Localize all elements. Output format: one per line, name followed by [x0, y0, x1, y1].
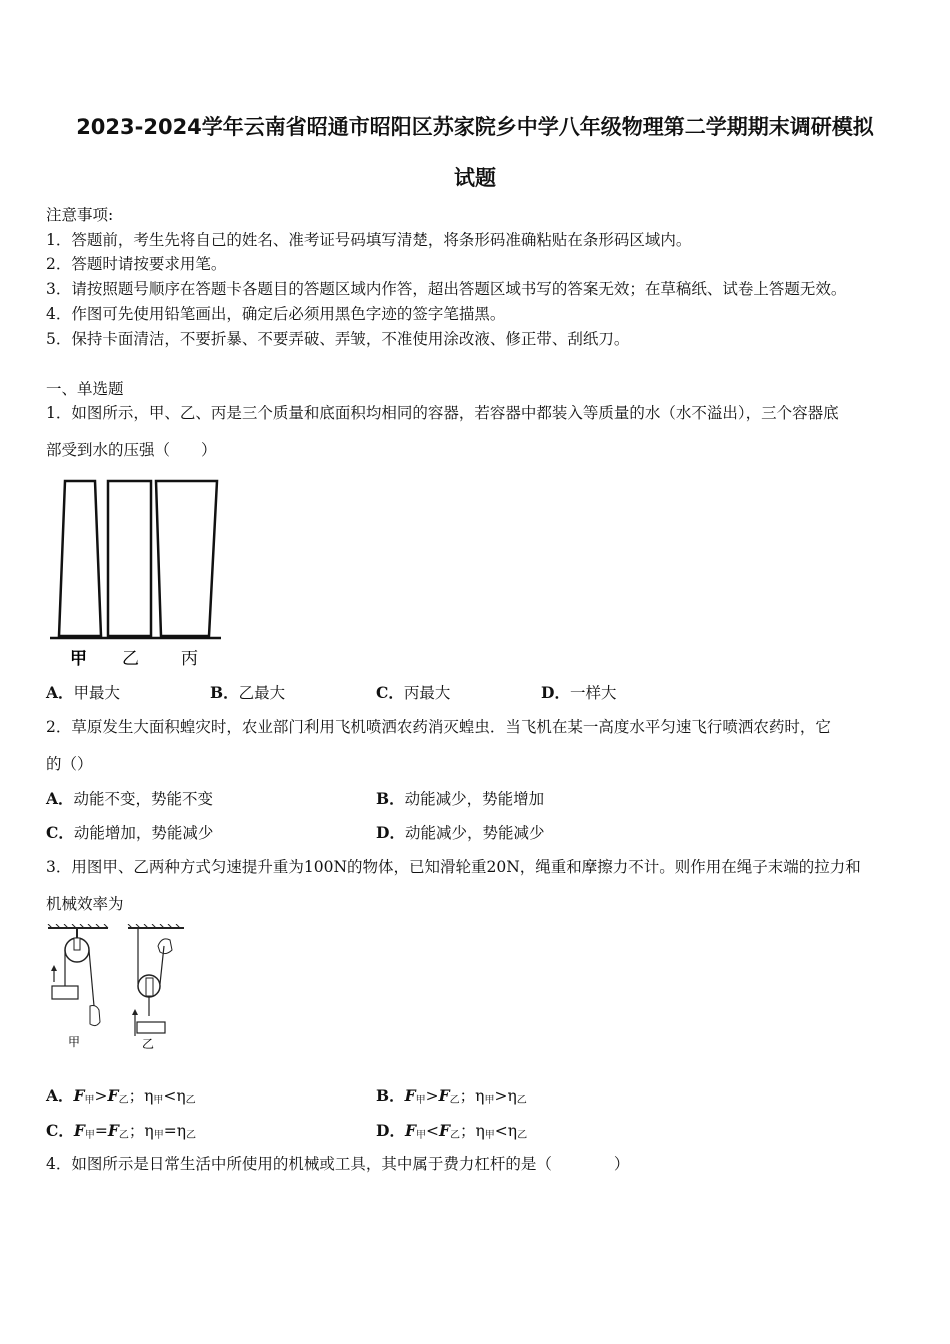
fig-label-jia: 甲: [70, 649, 87, 669]
q2-option-a[interactable]: A．动能不变，势能不变: [46, 789, 214, 808]
q3-stem-line1: 3．用图甲、乙两种方式匀速提升重为100N的物体，已知滑轮重20N，绳重和摩擦力不计。则作用在绳子末端的拉力和: [46, 858, 861, 876]
notice-item-3: 3．请按照题号顺序在答题卡各题目的答题区域内作答，超出答题区域书写的答案无效；在草稿纸、试卷上答题无效。: [46, 280, 847, 298]
notice-item-4: 4．作图可先使用铅笔画出，确定后必须用黑色字迹的签字笔描黑。: [46, 305, 506, 323]
notice-item-1: 1．答题前，考生先将自己的姓名、准考证号码填写清楚，将条形码准确粘贴在条形码区域内。: [46, 231, 692, 249]
notice-heading: 注意事项:: [46, 206, 114, 224]
q1-option-a[interactable]: A．甲最大: [46, 683, 121, 702]
q2-stem-line2: 的（）: [46, 755, 93, 773]
container-jia: [59, 481, 101, 636]
document-title-line2: 试题: [454, 166, 496, 190]
q1-stem-line1: 1．如图所示，甲、乙、丙是三个质量和底面积均相同的容器，若容器中都装入等质量的水（水不溢出），三个容器底: [46, 404, 839, 422]
fig-label-jia-pulley: 甲: [68, 1035, 81, 1049]
q3-option-b[interactable]: B．$F_甲>F_乙$；$\eta_甲>\eta_乙$: [376, 1086, 527, 1106]
q1-stem-line2: 部受到水的压强（ ）: [46, 441, 217, 459]
q2-stem-line1: 2．草原发生大面积蝗灾时，农业部门利用飞机喷洒农药消灭蝗虫．当飞机在某一高度水平匀速飞行喷洒农药时，它: [46, 718, 831, 736]
container-bing: [156, 481, 217, 636]
load-block-jia: [52, 986, 78, 999]
q1-containers-figure: [48, 474, 223, 674]
load-block-yi: [137, 1022, 165, 1033]
q2-option-b[interactable]: B．动能减少，势能增加: [376, 789, 545, 808]
q2-option-c[interactable]: C．动能增加，势能减少: [46, 823, 214, 842]
q3-pulley-figure: [44, 924, 194, 1054]
q3-option-a[interactable]: A．$F_甲>F_乙$；$\eta_甲<\eta_乙$: [46, 1086, 196, 1106]
q3-option-d[interactable]: D．$F_甲<F_乙$；$\eta_甲<\eta_乙$: [376, 1121, 528, 1141]
q2-option-d[interactable]: D．动能减少，势能减少: [376, 823, 545, 842]
hand-yi: [158, 939, 172, 954]
section-heading: 一、单选题: [46, 380, 124, 398]
notice-item-2: 2．答题时请按要求用笔。: [46, 255, 227, 273]
fig-label-yi-pulley: 乙: [142, 1037, 155, 1051]
q1-option-d[interactable]: D．一样大: [541, 683, 617, 702]
document-title-line1: 2023-2024学年云南省昭通市昭阳区苏家院乡中学八年级物理第二学期期末调研模拟: [76, 115, 874, 139]
q3-stem-line2: 机械效率为: [46, 895, 124, 913]
fig-label-yi: 乙: [122, 649, 139, 669]
hand-jia: [90, 1006, 100, 1026]
q1-option-b[interactable]: B．乙最大: [210, 683, 286, 702]
q4-stem-line1: 4．如图所示是日常生活中所使用的机械或工具，其中属于费力杠杆的是（ ）: [46, 1155, 630, 1173]
fig-label-bing: 丙: [181, 649, 198, 669]
q3-option-c[interactable]: C．$F_甲=F_乙$；$\eta_甲=\eta_乙$: [46, 1121, 196, 1141]
q1-option-c[interactable]: C．丙最大: [376, 683, 451, 702]
container-yi: [108, 481, 151, 636]
notice-item-5: 5．保持卡面清洁，不要折暴、不要弄破、弄皱，不准使用涂改液、修正带、刮纸刀。: [46, 330, 630, 348]
